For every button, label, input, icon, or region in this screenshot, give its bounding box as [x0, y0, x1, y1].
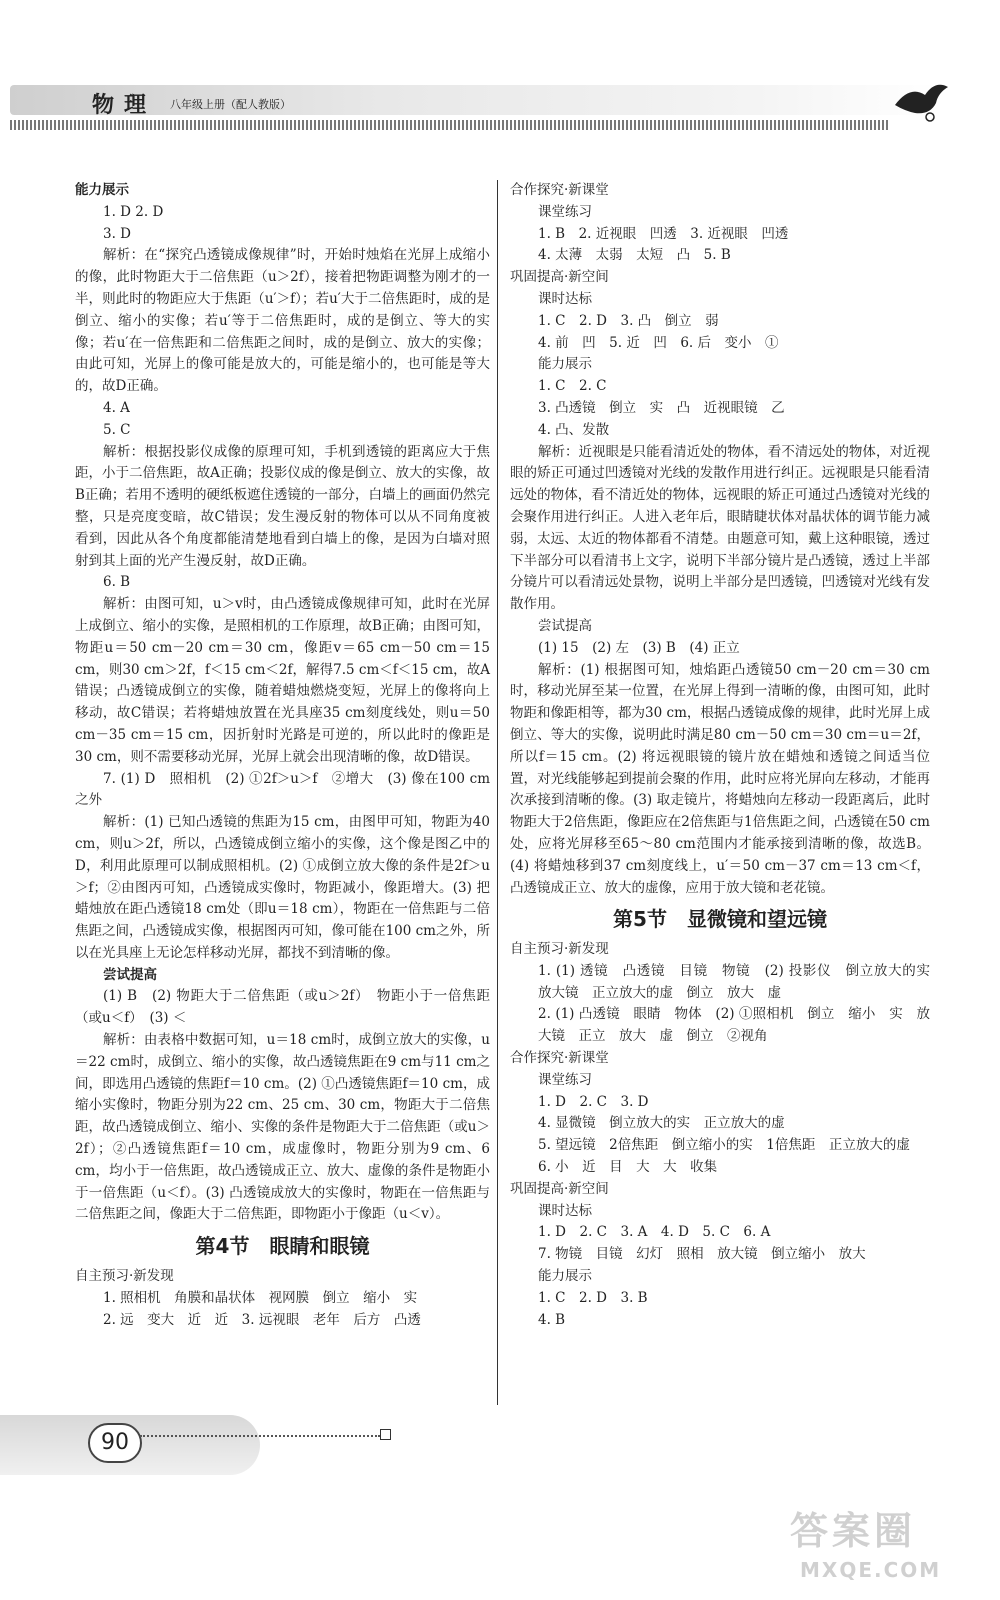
text-line: 解析：由表格中数据可知，u＝18 cm时，成倒立放大的实像，u＝22 cm时，成倒立、缩小的实像，故凸透镜焦距在9 cm与11 cm之间，即选用凸透镜的焦距f＝10 cm。(2) ①凸透镜焦距f＝10 cm，成缩小实像时，物距分别为22 cm、25 cm、30 cm，物距大于二倍焦距，故凸透镜成倒立、缩小、实像的条件是物距大于二倍焦距（或u＞2f）；②凸透镜焦距f＝10 cm，成虚像时，物距分别为9 cm、6 cm，均小于一倍焦距，故凸透镜成正立、放大、虚像的条件是物距小于一倍焦距（u＜f）。(3) 凸透镜成放大的实像时，物距在一倍焦距与二倍焦距之间，像距大于二倍焦距，即物距小于像距（u＜v）。	[75, 1032, 490, 1223]
text-line: 课堂练习	[538, 203, 592, 220]
text-line: 4. A	[103, 399, 130, 416]
section-title: 第5节 显微镜和望远镜	[613, 907, 827, 932]
text-line: 解析：(1) 根据图可知，烛焰距凸透镜50 cm－20 cm＝30 cm时，移动光屏至某一位置，在光屏上得到一清晰的像，由图可知，此时物距和像距相等，都为30 cm，根据凸透镜成像的规律，此时光屏上成倒立、等大的实像，说明此时满足80 cm－50 cm＝30 cm＝u＝2f，所以f＝15 cm。(2) 将远视眼镜的镜片放在蜡烛和透镜之间适当位置，对光线能够起到提前会聚的作用，此时应将光屏向左移动，才能再次承接到清晰的像。(3) 取走镜片，将蜡烛向左移动一段距离后，此时物距大于2倍焦距，像距应在2倍焦距与1倍焦距之间，凸透镜在50 cm处，应将光屏移至65～80 cm范围内才能承接到清晰的像，故选B。(4) 将蜡烛移到37 cm刻度线上，u′＝50 cm－37 cm＝13 cm＜f，凸透镜成正立、放大的虚像，应用于放大镜和老花镜。	[510, 661, 930, 896]
text-line: 能力展示	[538, 1268, 592, 1285]
header-stripe	[10, 120, 890, 130]
text-line: 3. 凸透镜 倒立 实 凸 近视眼镜 乙	[538, 399, 785, 416]
text-line: (1) 15 (2) 左 (3) B (4) 正立	[538, 639, 740, 656]
text-line: 1. C 2. D 3. 凸 倒立 弱	[538, 312, 719, 329]
text-line: 2. (1) 凸透镜 眼睛 物体 (2) ①照相机 倒立 缩小 实 放大镜 正立 放大 虚 倒立 ②视角	[538, 1006, 930, 1045]
text-line: 1. (1) 透镜 凸透镜 目镜 物镜 (2) 投影仪 倒立放大的实 放大镜 正立放大的虚 倒立 放大 虚	[538, 962, 944, 1001]
text-line: 解析：(1) 已知凸透镜的焦距为15 cm，由图甲可知，物距为40 cm，则u＞2f，所以，凸透镜成倒立缩小的实像，这个像是图乙中的D，利用此原理可以制成照相机。(2) ①成倒立放大像的条件是2f＞u＞f；②由图丙可知，凸透镜成实像时，物距减小，像距增大。(3) 把蜡烛放在距凸透镜18 cm处（即u＝18 cm），物距在一倍焦距与二倍焦距之间，凸透镜成实像，根据图丙可知，像可能在100 cm之外，所以在光具座上无论怎样移动光屏，都找不到清晰的像。	[75, 814, 490, 961]
text-line: 6. 小 近 目 大 大 收集	[538, 1159, 718, 1176]
text-line: 课时达标	[538, 1202, 592, 1219]
square-icon	[380, 1429, 391, 1440]
section-title: 第4节 眼睛和眼镜	[195, 1234, 370, 1259]
text-line: 解析：根据投影仪成像的原理可知，手机到透镜的距离应大于焦距，小于二倍焦距，故A正确；投影仪成的像是倒立、放大的实像，故B正确；若用不透明的硬纸板遮住透镜的一部分，白墙上的画面仍然完整，只是亮度变暗，故C错误；发生漫反射的物体可以从不同角度被看到，因此从各个角度都能清楚地看到白墙上的像，是因为白墙对照射到其上面的光产生漫反射，故D正确。	[75, 443, 490, 569]
text-line: 5. C	[103, 421, 131, 438]
subheading: 尝试提高	[103, 966, 157, 983]
text-line: 1. C 2. D 3. B	[538, 1289, 648, 1306]
text-line: 自主预习·新发现	[75, 1268, 174, 1285]
watermark-url: MXQE.COM	[800, 1558, 942, 1582]
text-line: (1) B (2) 物距大于二倍焦距（或u＞2f） 物距小于一倍焦距（或u＜f） (3) ＜	[75, 988, 490, 1027]
right-column	[510, 180, 944, 1331]
text-line: 1. D 2. C 3. D	[538, 1093, 649, 1110]
page-number: 90	[88, 1423, 142, 1463]
column-divider	[497, 180, 498, 1405]
text-line: 1. D 2. C 3. A 4. D 5. C 6. A	[538, 1224, 771, 1241]
grade-subtitle: 八年级上册（配人教版）	[170, 98, 291, 111]
text-line: 解析：在“探究凸透镜成像规律”时，开始时烛焰在光屏上成缩小的像，此时物距大于二倍焦距（u＞2f），接着把物距调整为刚才的一半，则此时的物距应大于焦距（u′＞f）；若u′大于二倍焦距时，成的是倒立、缩小的实像；若u′等于二倍焦距时，成的是倒立、等大的实像；若u′在一倍焦距和二倍焦距之间时，成的是倒立、放大的实像；由此可知，光屏上的像可能是放大的，可能是缩小的，也可能是等大的，故D正确。	[75, 247, 490, 395]
text-line: 1. C 2. C	[538, 378, 607, 395]
text-line: 解析：近视眼是只能看清近处的物体，看不清远处的物体，对近视眼的矫正可通过凹透镜对光线的发散作用进行纠正。远视眼是只能看清远处的物体，看不清近处的物体，远视眼的矫正可通过凸透镜对光线的会聚作用进行纠正。人进入老年后，眼睛睫状体对晶状体的调节能力减弱，太远、太近的物体都看不清楚。由题意可知，戴上这种眼镜，透过下半部分可以看清书上文字，说明下半部分镜片是凸透镜，透过上半部分镜片可以看清远处景物，说明上半部分是凹透镜，凹透镜对光线有发散作用。	[510, 443, 930, 613]
text-line: 4. 显微镜 倒立放大的实 正立放大的虚	[538, 1115, 785, 1132]
page-footer	[0, 1415, 1000, 1495]
watermark-logo	[790, 1500, 980, 1595]
text-line: 4. 前 凹 5. 近 凹 6. 后 变小 ①	[538, 334, 779, 351]
text-line: 1. B 2. 近视眼 凹透 3. 近视眼 凹透	[538, 225, 789, 242]
text-line: 7. 物镜 目镜 幻灯 照相 放大镜 倒立缩小 放大	[538, 1246, 866, 1263]
left-column	[75, 180, 490, 1331]
text-line: 自主预习·新发现	[510, 941, 609, 958]
subject-title: 物理	[92, 92, 157, 118]
text-line: 4. 凸、发散	[538, 421, 610, 438]
text-line: 1. D 2. D	[103, 203, 164, 220]
text-line: 2. 远 变大 近 近 3. 远视眼 老年 后方 凸透	[103, 1311, 421, 1328]
text-line: 巩固提高·新空间	[510, 269, 609, 286]
text-line: 4. B	[538, 1311, 566, 1328]
text-line: 巩固提高·新空间	[510, 1180, 609, 1197]
text-line: 课堂练习	[538, 1071, 592, 1088]
text-line: 7. (1) D 照相机 (2) ①2f＞u＞f ②增大 (3) 像在100 cm之外	[75, 770, 490, 809]
text-line: 3. D	[103, 225, 131, 242]
dove-icon	[890, 75, 950, 125]
text-line: 课时达标	[538, 290, 592, 307]
subheading: 能力展示	[75, 182, 129, 198]
page-header	[0, 75, 1000, 145]
dotted-leader	[140, 1435, 380, 1437]
text-line: 尝试提高	[538, 617, 592, 634]
text-line: 合作探究·新课堂	[510, 182, 609, 198]
text-line: 合作探究·新课堂	[510, 1050, 609, 1067]
text-line: 能力展示	[538, 356, 592, 373]
text-line: 5. 望远镜 2倍焦距 倒立缩小的实 1倍焦距 正立放大的虚	[538, 1137, 910, 1154]
text-line: 1. 照相机 角膜和晶状体 视网膜 倒立 缩小 实	[103, 1289, 418, 1306]
text-line: 4. 太薄 太弱 太短 凸 5. B	[538, 247, 731, 264]
text-line: 解析：由图可知，u＞v时，由凸透镜成像规律可知，此时在光屏上成倒立、缩小的实像，是照相机的工作原理，故B正确；由图可知，物距u＝50 cm－20 cm＝30 cm，像距v＝65 cm－50 cm＝15 cm，则30 cm＞2f，f＜15 cm＜2f，解得7.5 cm＜f＜15 cm，故A错误；凸透镜成倒立的实像，随着蜡烛燃烧变短，光屏上的像将向上移动，故C错误；若将蜡烛放置在光具座35 cm刻度线处，则u＝50 cm－35 cm＝15 cm，因折射时光路是可逆的，所以此时的像距是30 cm，则不需要移动光屏，光屏上就会出现清晰的像，故D错误。	[75, 596, 490, 765]
watermark-text: 答案圈	[790, 1509, 917, 1553]
text-line: 6. B	[103, 574, 131, 591]
